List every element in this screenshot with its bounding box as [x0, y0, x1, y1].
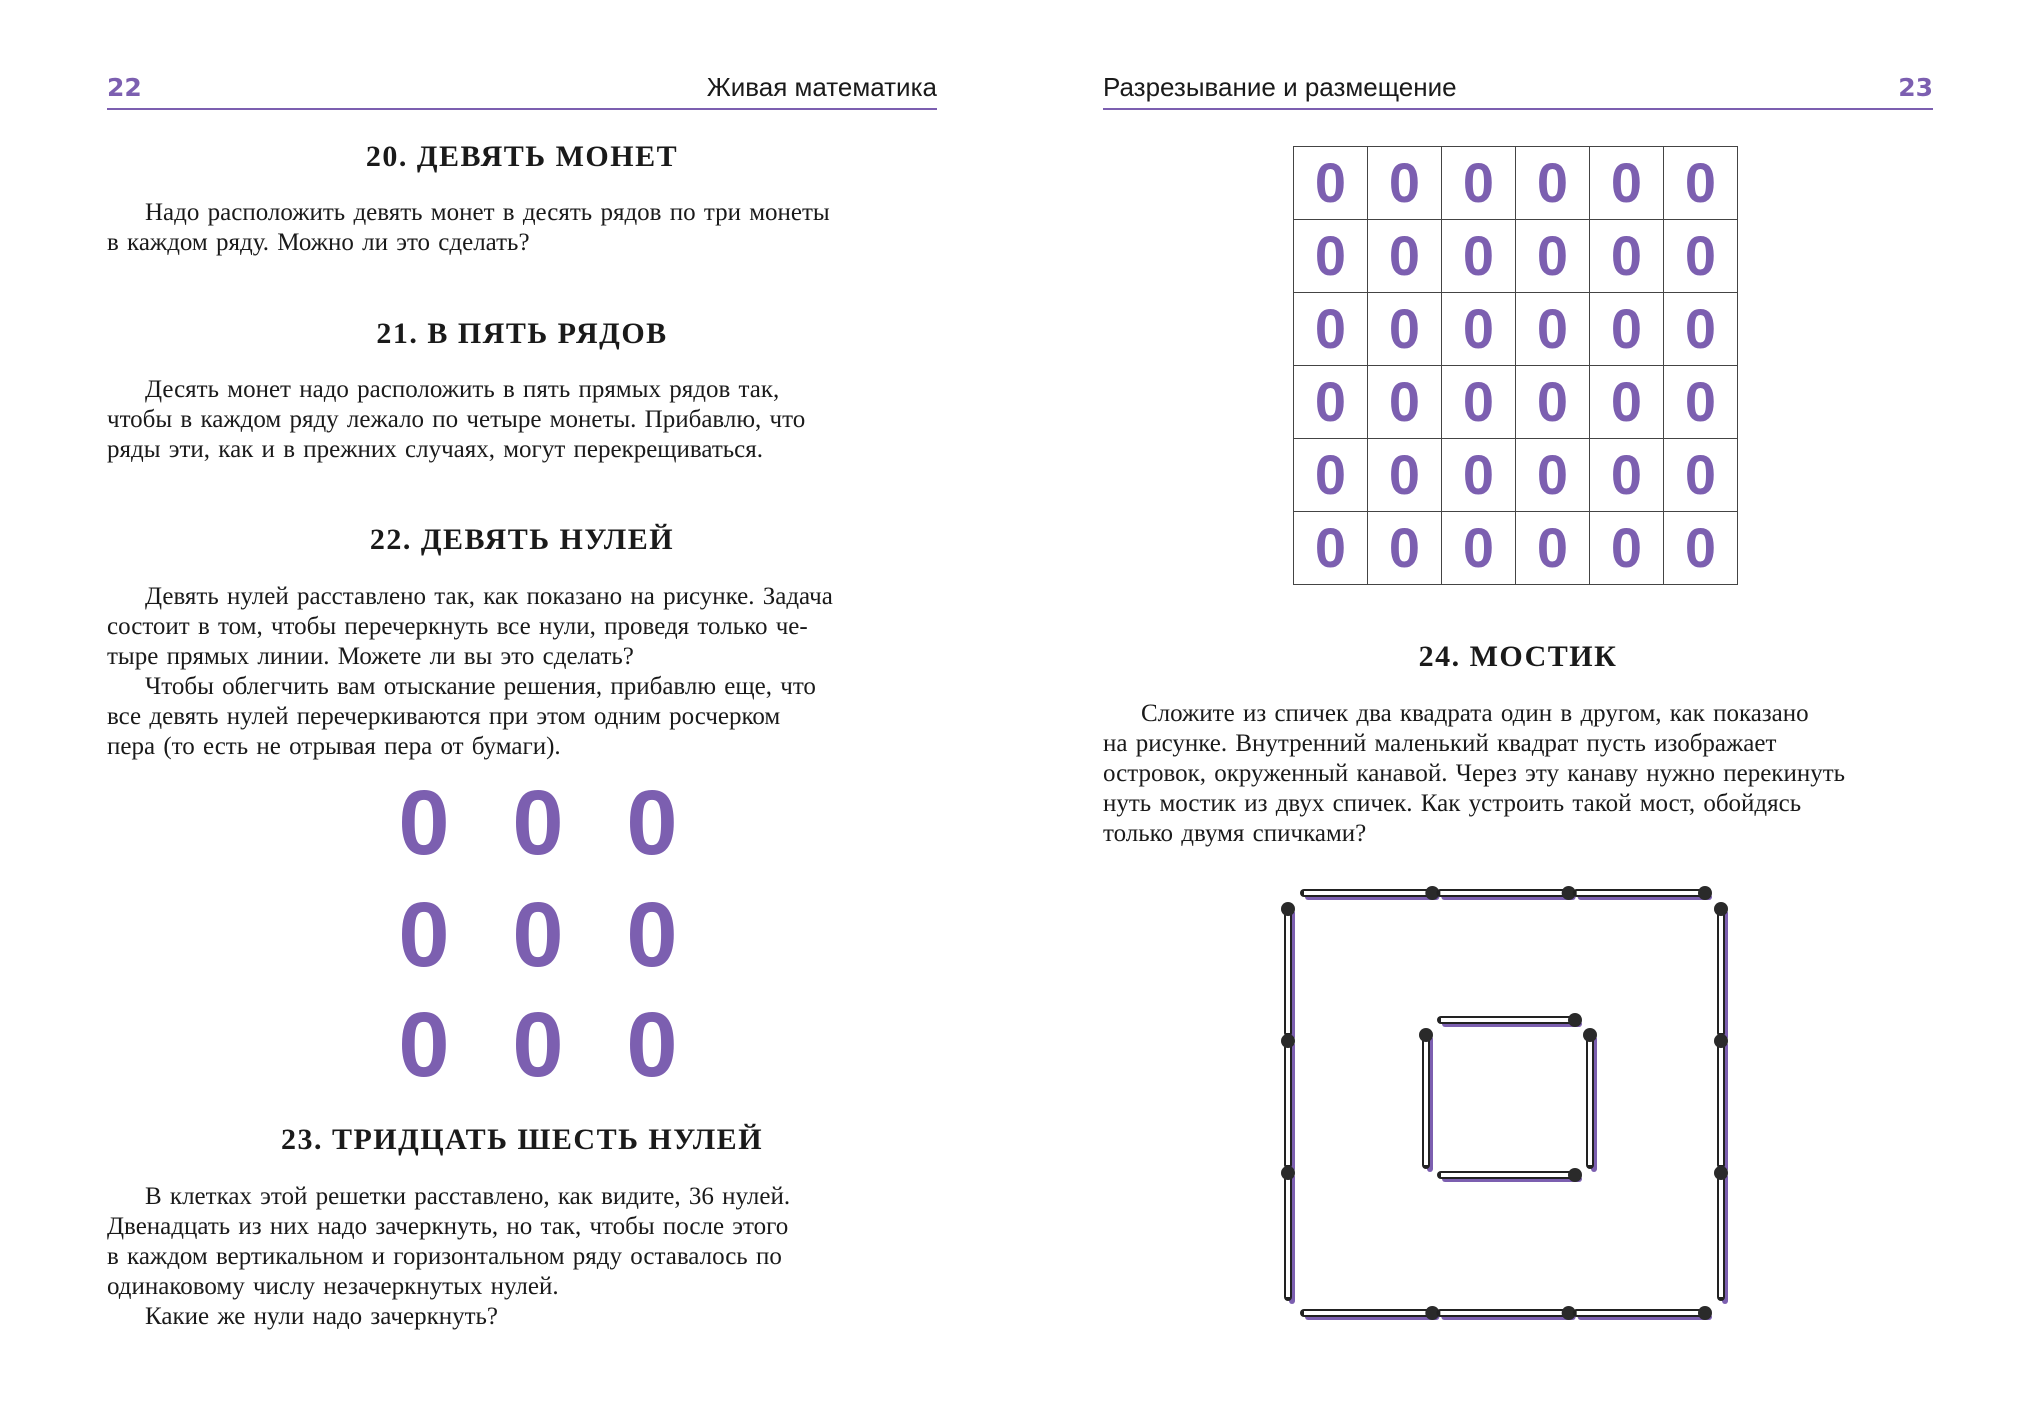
- paragraph-23b: Какие же нули надо зачеркнуть?: [145, 1303, 499, 1330]
- matchstick: [1714, 1034, 1728, 1169]
- grid-row: [1294, 293, 1738, 366]
- zero-r1c2: 0: [512, 772, 564, 874]
- grid-cell-zero: 0: [1664, 220, 1738, 293]
- zero-r3c2: 0: [512, 994, 564, 1096]
- matchstick: [1441, 1013, 1582, 1027]
- matchstick: [1281, 902, 1295, 1037]
- grid-cell-zero: 0: [1590, 439, 1664, 512]
- grid-cell-zero: 0: [1368, 293, 1442, 366]
- running-head-left: [107, 66, 937, 110]
- grid-row: [1294, 366, 1738, 439]
- matchstick: [1281, 1166, 1295, 1301]
- grid-cell-zero: 0: [1590, 293, 1664, 366]
- zero-r2c3: 0: [626, 884, 678, 986]
- running-title-left: Живая математика: [706, 72, 937, 102]
- page-number-left: 22: [107, 73, 142, 102]
- grid-cell-zero: 0: [1442, 366, 1516, 439]
- grid-cell-zero: 0: [1294, 439, 1368, 512]
- grid-row: [1294, 147, 1738, 220]
- grid-cell-zero: 0: [1368, 366, 1442, 439]
- grid-cell-zero: 0: [1294, 220, 1368, 293]
- heading-23: 23. ТРИДЦАТЬ ШЕСТЬ НУЛЕЙ: [280, 1123, 764, 1156]
- zero-r3c3: 0: [626, 994, 678, 1096]
- grid-cell-zero: 0: [1664, 147, 1738, 220]
- heading-20: 20. ДЕВЯТЬ МОНЕТ: [365, 140, 679, 173]
- matchstick: [1304, 886, 1439, 900]
- grid-cell-zero: 0: [1516, 366, 1590, 439]
- zero-r2c1: 0: [398, 884, 450, 986]
- left-page: [107, 0, 937, 1427]
- grid-cell-zero: 0: [1664, 439, 1738, 512]
- grid-cell-zero: 0: [1516, 147, 1590, 220]
- grid-cell-zero: 0: [1442, 439, 1516, 512]
- zero-r2c2: 0: [512, 884, 564, 986]
- grid-cell-zero: 0: [1516, 293, 1590, 366]
- grid-row: [1294, 512, 1738, 585]
- grid-cell-zero: 0: [1442, 147, 1516, 220]
- heading-21: 21. В ПЯТЬ РЯДОВ: [376, 317, 668, 350]
- grid-cell-zero: 0: [1368, 147, 1442, 220]
- grid-cell-zero: 0: [1590, 366, 1664, 439]
- running-title-right: Разрезывание и размещение: [1103, 72, 1457, 102]
- heading-22: 22. ДЕВЯТЬ НУЛЕЙ: [369, 523, 675, 556]
- grid-cell-zero: 0: [1590, 512, 1664, 585]
- grid-row: [1294, 439, 1738, 512]
- matchstick: [1419, 1028, 1433, 1169]
- grid-cell-zero: 0: [1442, 293, 1516, 366]
- paragraph-22b: Чтобы облегчить вам отыскание решения, прибавлю еще, что все девять нулей перечеркиваются при этом одним росчерком пера (то есть не отрывая пера от бумаги).: [107, 673, 816, 760]
- grid-cell-zero: 0: [1368, 220, 1442, 293]
- grid-cell-zero: 0: [1368, 512, 1442, 585]
- zero-r3c1: 0: [398, 994, 450, 1096]
- matchstick: [1441, 1168, 1582, 1182]
- matchstick: [1440, 1306, 1575, 1320]
- grid-cell-zero: 0: [1664, 366, 1738, 439]
- matchstick: [1304, 1306, 1439, 1320]
- grid-cell-zero: 0: [1442, 220, 1516, 293]
- grid-cell-zero: 0: [1368, 439, 1442, 512]
- grid-cell-zero: 0: [1590, 147, 1664, 220]
- paragraph-20: Надо расположить девять монет в десять рядов по три монеты в каждом ряду. Можно ли это сделать?: [107, 199, 830, 256]
- grid-cell-zero: 0: [1516, 439, 1590, 512]
- grid-cell-zero: 0: [1516, 512, 1590, 585]
- matchstick: [1577, 886, 1712, 900]
- grid-cell-zero: 0: [1664, 512, 1738, 585]
- paragraph-21: Десять монет надо расположить в пять прямых рядов так, чтобы в каждом ряду лежало по четыре монеты. Прибавлю, что ряды эти, как и в прежних случаях, могут перекрещиваться.: [107, 376, 806, 463]
- matchstick: [1577, 1306, 1712, 1320]
- thirty-six-zeros-grid: [1293, 146, 1738, 585]
- matchstick: [1714, 1166, 1728, 1301]
- grid-cell-zero: 0: [1516, 220, 1590, 293]
- matchstick: [1714, 902, 1728, 1037]
- right-page: [1103, 0, 1933, 1427]
- grid-cell-zero: 0: [1442, 512, 1516, 585]
- paragraph-24: Сложите из спичек два квадрата один в другом, как показано на рисунке. Внутренний маленький квадрат пусть изображает островок, окруженный канавой. Через эту канаву нужно перекинуть нуть мостик из двух спичек. Как устроить такой мост, обойдясь только двумя спичками?: [1103, 700, 1846, 847]
- grid-cell-zero: 0: [1294, 293, 1368, 366]
- grid-cell-zero: 0: [1664, 293, 1738, 366]
- matchstick: [1583, 1028, 1597, 1169]
- grid-row: [1294, 220, 1738, 293]
- grid-cell-zero: 0: [1294, 147, 1368, 220]
- matchstick-squares-figure: [1273, 875, 1763, 1335]
- matchstick: [1281, 1034, 1295, 1169]
- zero-r1c3: 0: [626, 772, 678, 874]
- zero-r1c1: 0: [398, 772, 450, 874]
- grid-cell-zero: 0: [1294, 512, 1368, 585]
- running-head-right: [1103, 66, 1933, 110]
- grid-cell-zero: 0: [1590, 220, 1664, 293]
- heading-24: 24. МОСТИК: [1418, 640, 1618, 673]
- grid-cell-zero: 0: [1294, 366, 1368, 439]
- nine-zeros-figure: [369, 765, 709, 1095]
- matchstick: [1440, 886, 1575, 900]
- paragraph-22a: Девять нулей расставлено так, как показано на рисунке. Задача состоит в том, чтобы перечеркнуть все нули, проведя только че- тыре прямых линии. Можете ли вы это сделать?: [107, 583, 833, 670]
- paragraph-23a: В клетках этой решетки расставлено, как видите, 36 нулей. Двенадцать из них надо зачеркнуть, но так, чтобы после этого в каждом вертикальном и горизонтальном ряду оставалось по одинаковому числу незачеркнутых нулей.: [107, 1183, 791, 1300]
- page-number-right: 23: [1898, 73, 1933, 102]
